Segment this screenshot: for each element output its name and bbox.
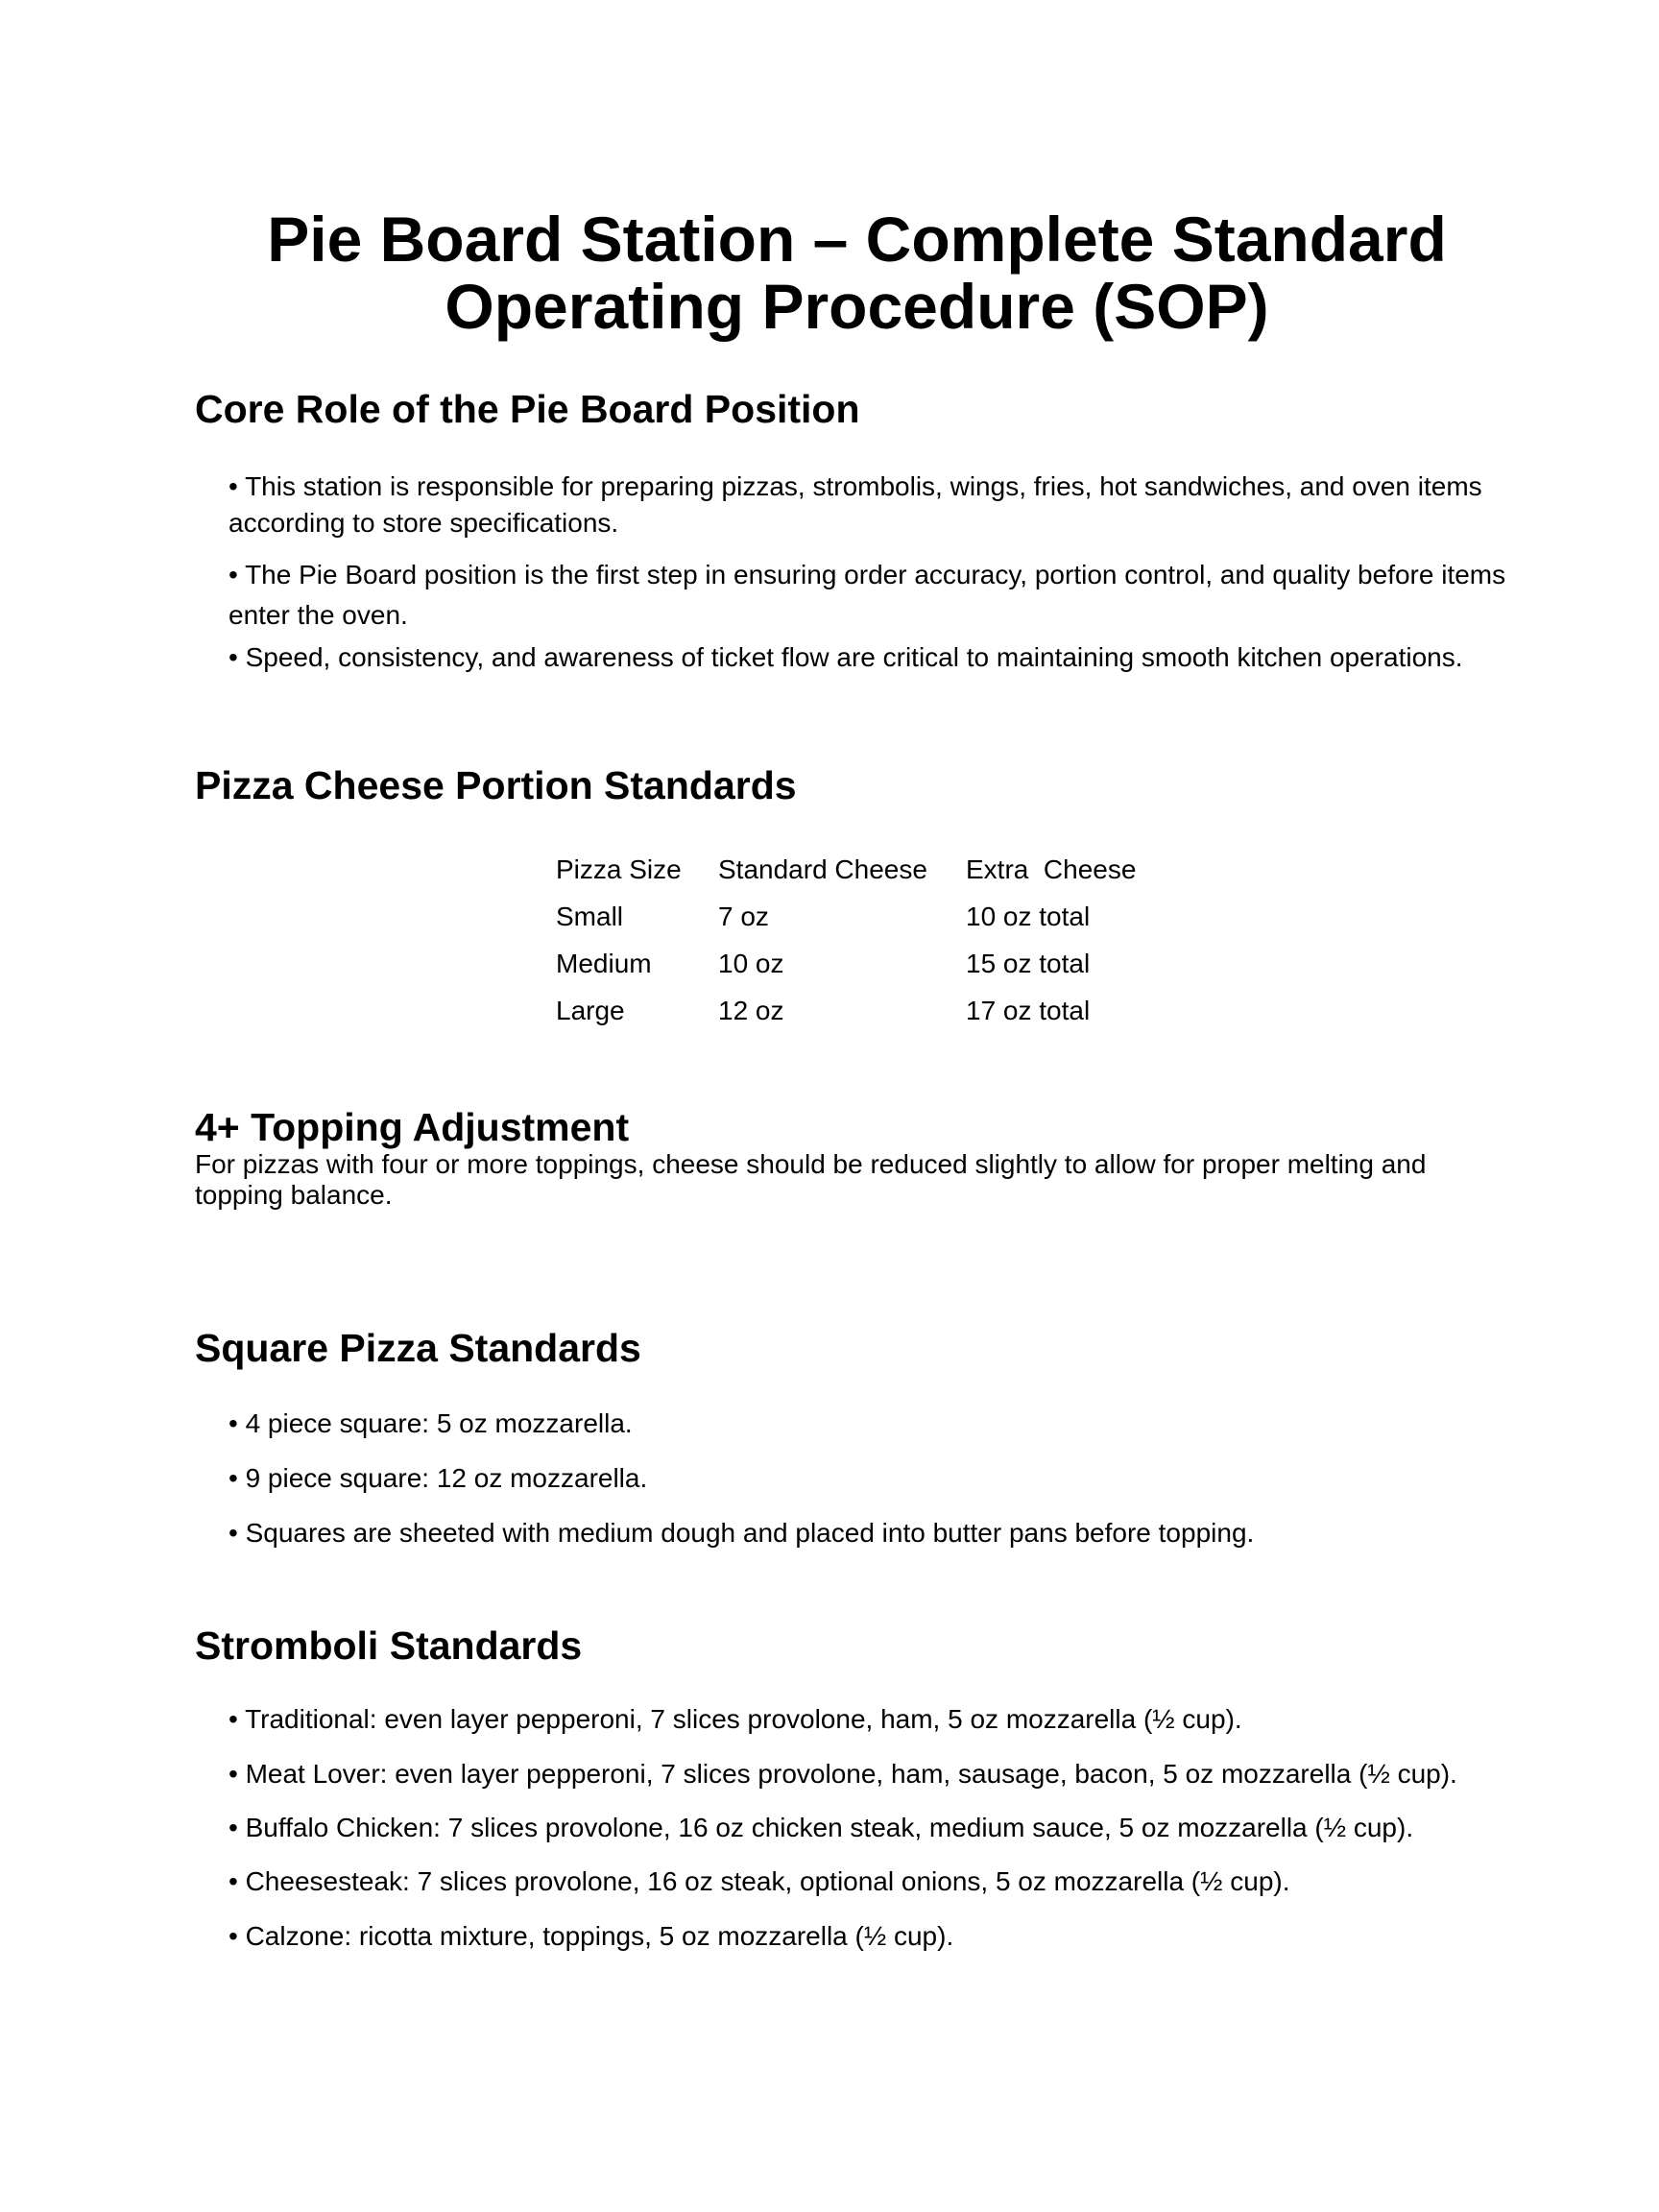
table-cell-standard-medium: 10 oz bbox=[718, 949, 784, 978]
table-header-extra-cheese: Extra Cheese bbox=[966, 854, 1137, 884]
core-role-bullet-2: • The Pie Board position is the first step in ensuring order accuracy, portion control, and quality before items enter the oven. bbox=[228, 560, 1506, 630]
stromboli-bullet-traditional: • Traditional: even layer pepperoni, 7 slices provolone, ham, 5 oz mozzarella (½ cup). bbox=[228, 1704, 1242, 1734]
table-cell-extra-small: 10 oz total bbox=[966, 902, 1091, 931]
stromboli-bullet-buffalo-chicken: • Buffalo Chicken: 7 slices provolone, 16 oz chicken steak, medium sauce, 5 oz mozzarella (½ cup). bbox=[228, 1813, 1414, 1842]
stromboli-heading: Stromboli Standards bbox=[195, 1623, 583, 1668]
table-cell-extra-large: 17 oz total bbox=[966, 996, 1091, 1025]
core-role-bullet-3: • Speed, consistency, and awareness of ticket flow are critical to maintaining smooth kitchen operations. bbox=[228, 642, 1463, 672]
stromboli-bullet-meat-lover: • Meat Lover: even layer pepperoni, 7 slices provolone, ham, sausage, bacon, 5 oz mozzarella (½ cup). bbox=[228, 1759, 1457, 1789]
square-pizza-bullet-1: • 4 piece square: 5 oz mozzarella. bbox=[228, 1408, 633, 1438]
table-cell-size-small: Small bbox=[556, 902, 624, 931]
table-cell-extra-medium: 15 oz total bbox=[966, 949, 1091, 978]
square-pizza-bullet-3: • Squares are sheeted with medium dough and placed into butter pans before topping. bbox=[228, 1518, 1255, 1548]
topping-adjustment-text: For pizzas with four or more toppings, cheese should be reduced slightly to allow for proper melting and topping balance. bbox=[195, 1149, 1427, 1210]
topping-adjustment-heading: 4+ Topping Adjustment bbox=[195, 1105, 630, 1149]
cheese-portion-heading: Pizza Cheese Portion Standards bbox=[195, 763, 797, 807]
table-cell-size-medium: Medium bbox=[556, 949, 652, 978]
document-title: Pie Board Station – Complete Standard Operating Procedure (SOP) bbox=[267, 204, 1447, 342]
square-pizza-heading: Square Pizza Standards bbox=[195, 1326, 641, 1370]
table-cell-standard-large: 12 oz bbox=[718, 996, 784, 1025]
core-role-bullet-1: • This station is responsible for preparing pizzas, strombolis, wings, fries, hot sandwiches, and oven items according to store specifications. bbox=[228, 471, 1482, 538]
square-pizza-bullet-2: • 9 piece square: 12 oz mozzarella. bbox=[228, 1463, 648, 1493]
table-header-pizza-size: Pizza Size bbox=[556, 854, 682, 884]
table-cell-standard-small: 7 oz bbox=[718, 902, 769, 931]
table-cell-size-large: Large bbox=[556, 996, 625, 1025]
core-role-heading: Core Role of the Pie Board Position bbox=[195, 387, 860, 431]
stromboli-bullet-cheesesteak: • Cheesesteak: 7 slices provolone, 16 oz steak, optional onions, 5 oz mozzarella (½ cup). bbox=[228, 1866, 1290, 1896]
stromboli-bullet-calzone: • Calzone: ricotta mixture, toppings, 5 oz mozzarella (½ cup). bbox=[228, 1921, 954, 1951]
table-header-standard-cheese: Standard Cheese bbox=[718, 854, 927, 884]
